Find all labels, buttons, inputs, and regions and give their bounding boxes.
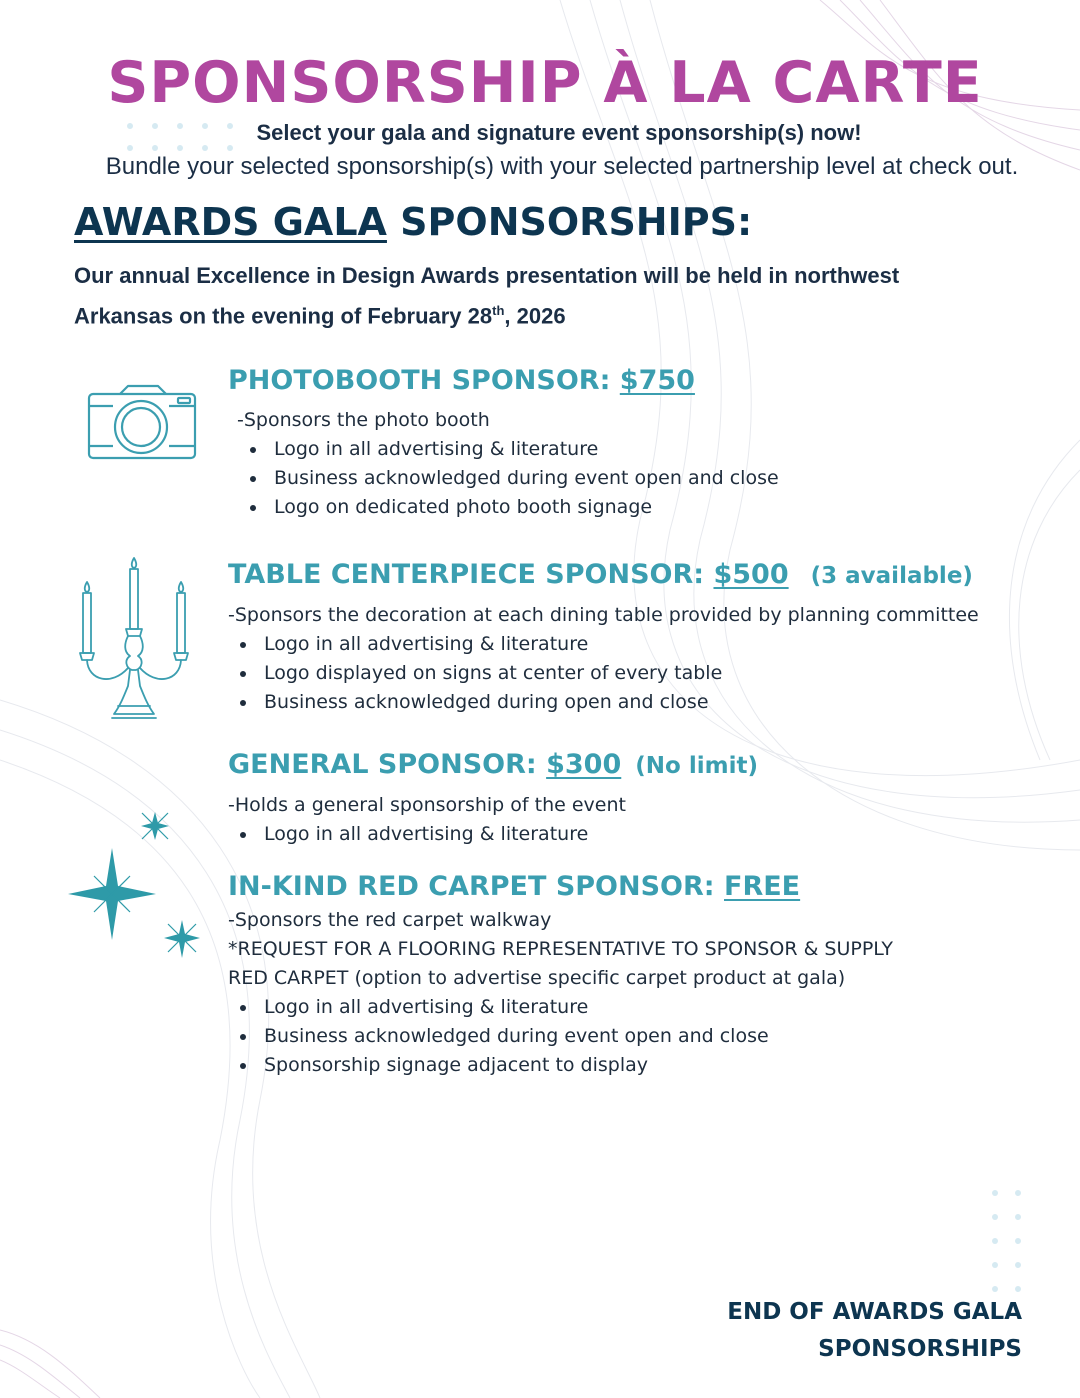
sponsor-price: FREE [724,871,801,902]
sponsor-title: IN-KIND RED CARPET SPONSOR: FREE [228,871,801,902]
sponsor-description: -Sponsors the photo booth [237,409,490,431]
sponsor-title: GENERAL SPONSOR: $300 (No limit) [228,749,758,780]
sponsor-benefits [228,993,893,1080]
request-line-1: *REQUEST FOR A FLOORING REPRESENTATIVE TO SPONSOR & SUPPLY [228,938,893,960]
list-item: Business acknowledged during event open and close [228,1022,893,1051]
sponsor-benefits [238,435,779,522]
list-item: Logo in all advertising & literature [228,820,758,849]
sparkle-icon [66,806,216,976]
section-title-rest: SPONSORSHIPS: [386,200,753,244]
camera-icon [86,384,198,462]
sponsor-red-carpet [228,870,893,1080]
sponsor-photobooth [228,364,779,522]
list-item: Business acknowledged during event open and close [238,464,779,493]
list-item: Business acknowledged during open and close [228,688,979,717]
sponsor-note: (No limit) [635,753,758,779]
list-item: Logo in all advertising & literature [228,630,979,659]
sponsor-general [228,748,758,849]
section-title [74,200,752,244]
footer-note [727,1294,1022,1368]
list-item: Sponsorship signage adjacent to display [228,1051,893,1080]
candelabra-icon [78,556,190,726]
list-item: Logo in all advertising & literature [228,993,893,1022]
sponsor-benefits [228,820,758,849]
section-title-underlined: AWARDS GALA [74,200,387,244]
list-item: Logo on dedicated photo booth signage [238,493,779,522]
request-line-2: RED CARPET (option to advertise specific carpet product at gala) [228,967,846,989]
bundle-text: Bundle your selected sponsorship(s) with your selected partnership level at check out. [105,153,1019,180]
sponsor-table-centerpiece [228,558,979,717]
sponsor-price: $750 [619,365,695,396]
intro-line-2: Arkansas on the evening of February 28th, 2026 [74,303,566,329]
sponsor-price: $500 [713,559,789,590]
footer-line-2: SPONSORSHIPS [818,1336,1022,1362]
list-item: Logo displayed on signs at center of every table [228,659,979,688]
sponsor-description: -Holds a general sponsorship of the event [228,794,626,816]
intro-line-1: Our annual Excellence in Design Awards presentation will be held in northwest [74,263,900,288]
sponsor-note: (3 available) [810,563,973,589]
sponsor-title: PHOTOBOOTH SPONSOR: $750 [228,365,695,396]
section-intro [74,258,974,333]
footer-line-1: END OF AWARDS GALA [727,1299,1022,1325]
sponsor-benefits [228,630,979,717]
sponsor-description: -Sponsors the red carpet walkway *REQUEST FOR A FLOORING REPRESENTATIVE TO SPONSOR & SUPPLY RED CARPET (option to advertise specific carpet product at gala) [228,906,893,993]
sponsor-description: -Sponsors the decoration at each dining table provided by planning committee [228,604,979,626]
sponsor-title: TABLE CENTERPIECE SPONSOR: $500 (3 available) [228,559,973,590]
subtitle: Select your gala and signature event sponsorship(s) now! [256,120,862,145]
list-item: Logo in all advertising & literature [238,435,779,464]
sponsor-price: $300 [546,749,622,780]
page-title: SPONSORSHIP À LA CARTE [107,50,983,116]
